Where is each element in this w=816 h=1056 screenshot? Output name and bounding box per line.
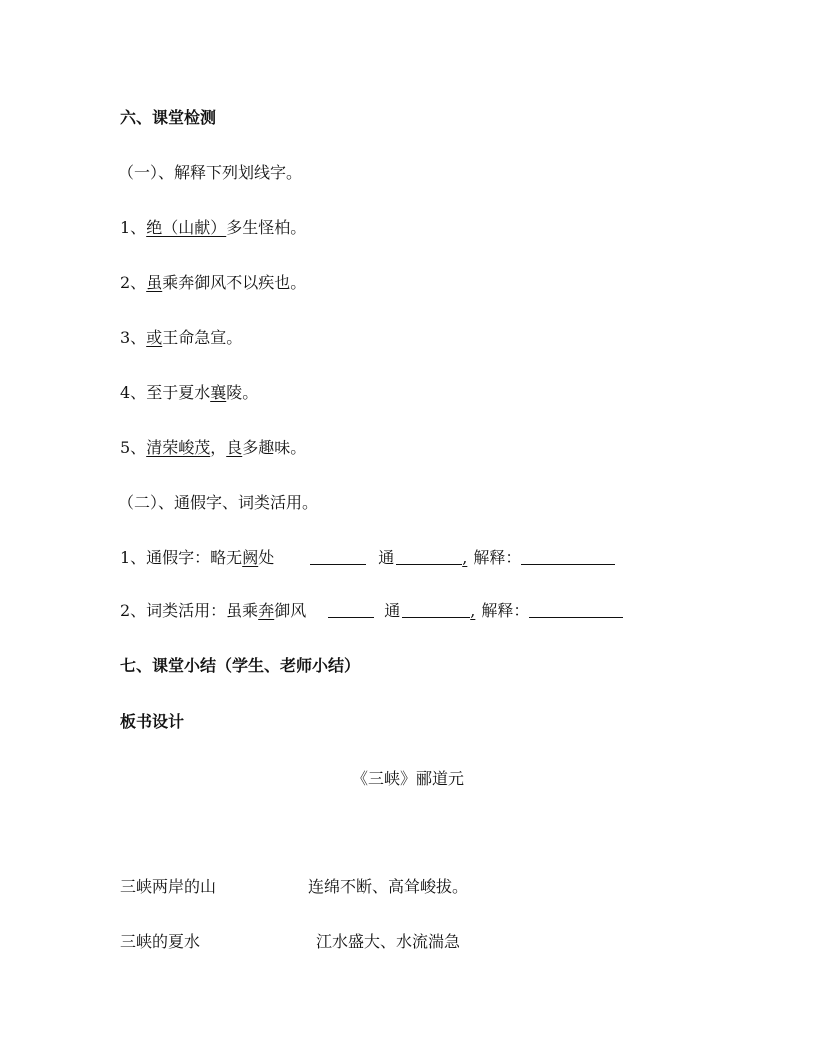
board-row-2-left: 三峡的夏水 (120, 932, 201, 951)
question-prefix: 2、词类活用：虽乘 (120, 601, 259, 620)
answer-blank-3[interactable] (529, 601, 623, 618)
item-number: 4、 (120, 383, 147, 402)
section-7-title: 七、课堂小结（学生、老师小结） (120, 656, 361, 675)
item-number: 3、 (120, 328, 147, 347)
tong-label: 通 (378, 548, 395, 567)
item-2 (120, 272, 306, 294)
comma: , (462, 548, 468, 567)
underlined-word: 或 (146, 328, 163, 347)
question-after: 御风 (274, 601, 307, 620)
explain-label: 解释： (473, 548, 522, 567)
item-text: 多生怪柏。 (226, 218, 307, 237)
question-2 (120, 600, 623, 622)
explain-label: 解释： (481, 601, 530, 620)
board-heading: 《三峡》郦道元 (351, 769, 464, 788)
answer-blank-2[interactable] (402, 601, 470, 618)
underlined-word: 襄 (210, 383, 227, 402)
question-after: 处 (258, 548, 275, 567)
board-row-2-right: 江水盛大、水流湍急 (316, 932, 461, 951)
comma: , (470, 601, 476, 620)
part-2-heading: （二）、通假字、词类活用。 (118, 493, 319, 512)
item-text: 乘奔御风不以疾也。 (162, 273, 307, 292)
underlined-word: 清荣峻茂 (146, 438, 211, 457)
answer-blank-1[interactable] (310, 548, 366, 565)
answer-blank-2[interactable] (396, 548, 462, 565)
board-row-1-left: 三峡两岸的山 (120, 877, 217, 896)
underlined-word: 绝（山献） (146, 218, 227, 237)
item-number: 2、 (120, 273, 147, 292)
item-text: 多趣味。 (242, 438, 307, 457)
question-1 (120, 547, 615, 569)
item-5 (120, 437, 306, 459)
item-3 (120, 327, 242, 349)
section-6-title: 六、课堂检测 (120, 108, 217, 127)
answer-blank-3[interactable] (521, 548, 615, 565)
answer-blank-1[interactable] (328, 601, 374, 618)
item-text-mid: ， (210, 438, 227, 457)
item-text-pre: 至于夏水 (146, 383, 211, 402)
tong-label: 通 (384, 601, 401, 620)
item-number: 5、 (120, 438, 147, 457)
item-4 (120, 382, 258, 404)
underlined-word: 虽 (146, 273, 163, 292)
item-1 (120, 217, 306, 239)
board-row-1-right: 连绵不断、高耸峻拔。 (308, 877, 469, 896)
board-design-title: 板书设计 (120, 712, 185, 731)
question-prefix: 1、通假字：略无 (120, 548, 243, 567)
underlined-word-2: 良 (226, 438, 243, 457)
item-text: 陵。 (226, 383, 259, 402)
item-number: 1、 (120, 218, 147, 237)
underlined-word: 奔 (258, 601, 275, 620)
part-1-heading: （一）、解释下列划线字。 (118, 163, 303, 182)
underlined-word: 阙 (242, 548, 259, 567)
item-text: 王命急宣。 (162, 328, 243, 347)
